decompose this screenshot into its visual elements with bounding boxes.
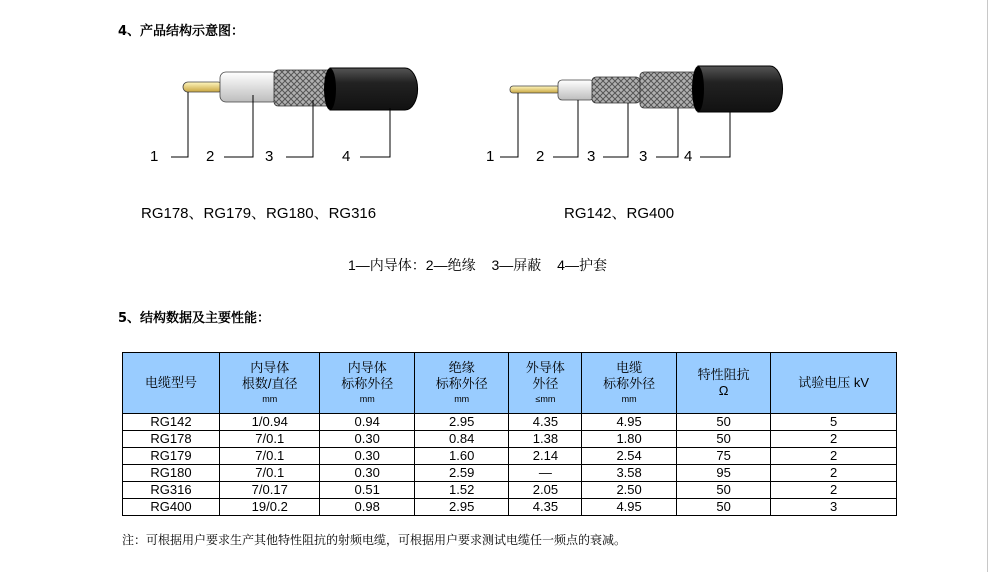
section-heading-performance: 5、结构数据及主要性能： bbox=[118, 311, 271, 326]
right-cable-drawing bbox=[500, 66, 783, 157]
table-cell: 50 bbox=[676, 482, 770, 499]
left-callout-4: 4 bbox=[342, 148, 351, 165]
header-line: 外径 bbox=[532, 376, 559, 391]
header-line: 标称外径 bbox=[341, 376, 394, 391]
table-cell: 7/0.1 bbox=[220, 465, 320, 482]
header-line: 标称外径 bbox=[435, 376, 488, 391]
left-jacket bbox=[330, 68, 418, 110]
column-header-6 bbox=[676, 353, 770, 414]
table-row bbox=[123, 431, 897, 448]
table-cell: 1/0.94 bbox=[220, 414, 320, 431]
table-cell: 2.54 bbox=[582, 448, 676, 465]
table-cell: 0.98 bbox=[320, 499, 414, 516]
left-callout-3: 3 bbox=[265, 148, 274, 165]
left-callout-2: 2 bbox=[206, 148, 215, 165]
table-row bbox=[123, 482, 897, 499]
header-unit: mm bbox=[262, 394, 278, 404]
right-callout-2: 2 bbox=[536, 148, 545, 165]
right-inner-conductor bbox=[510, 86, 560, 93]
header-line: 绝缘 bbox=[448, 360, 475, 375]
left-cable-drawing bbox=[171, 68, 418, 157]
table-cell: 0.30 bbox=[320, 431, 414, 448]
table-cell: RG179 bbox=[123, 448, 220, 465]
table-cell: 2 bbox=[771, 465, 897, 482]
table-cell: 1.52 bbox=[414, 482, 508, 499]
column-header-7 bbox=[771, 353, 897, 414]
table-cell: 2 bbox=[771, 431, 897, 448]
table-cell: 3.58 bbox=[582, 465, 676, 482]
table-cell: 1.80 bbox=[582, 431, 676, 448]
table-cell: RG178 bbox=[123, 431, 220, 448]
table-cell: 2.95 bbox=[414, 414, 508, 431]
table-cell: 50 bbox=[676, 431, 770, 448]
table-cell: 0.30 bbox=[320, 448, 414, 465]
right-insulation bbox=[558, 80, 594, 100]
legend-item-jacket: 4—护套 bbox=[557, 257, 607, 273]
table-row bbox=[123, 448, 897, 465]
table-cell: RG400 bbox=[123, 499, 220, 516]
table-cell: 4.35 bbox=[509, 499, 582, 516]
column-header-3 bbox=[414, 353, 508, 414]
table-cell: 2 bbox=[771, 482, 897, 499]
table-cell: 7/0.1 bbox=[220, 431, 320, 448]
header-unit: mm bbox=[454, 394, 470, 404]
header-unit: ≤mm bbox=[535, 394, 556, 404]
table-cell: 0.94 bbox=[320, 414, 414, 431]
table-cell: 7/0.17 bbox=[220, 482, 320, 499]
right-callout-4: 4 bbox=[684, 148, 693, 165]
table-row bbox=[123, 465, 897, 482]
table-cell: 7/0.1 bbox=[220, 448, 320, 465]
left-callout-1: 1 bbox=[150, 148, 159, 165]
table-row bbox=[123, 499, 897, 516]
table-cell: RG316 bbox=[123, 482, 220, 499]
table-cell: RG142 bbox=[123, 414, 220, 431]
table-cell: 75 bbox=[676, 448, 770, 465]
table-cell: 4.95 bbox=[582, 499, 676, 516]
spec-table bbox=[122, 352, 897, 516]
header-unit: mm bbox=[359, 394, 375, 404]
structure-legend bbox=[348, 255, 619, 275]
table-cell: RG180 bbox=[123, 465, 220, 482]
table-cell: 19/0.2 bbox=[220, 499, 320, 516]
column-header-1 bbox=[220, 353, 320, 414]
table-cell: 2.50 bbox=[582, 482, 676, 499]
left-cable-caption: RG178、RG179、RG180、RG316 bbox=[141, 205, 377, 222]
header-unit: mm bbox=[621, 394, 637, 404]
table-cell: 2.95 bbox=[414, 499, 508, 516]
header-line: 电缆型号 bbox=[144, 375, 197, 390]
column-header-4 bbox=[509, 353, 582, 414]
table-cell: 0.51 bbox=[320, 482, 414, 499]
header-line: 内导体 bbox=[250, 360, 290, 375]
table-cell: 0.84 bbox=[414, 431, 508, 448]
footnote: 注：可根据用户要求生产其他特性阻抗的射频电缆，可根据用户要求测试电缆任一频点的衰减。 bbox=[122, 533, 627, 547]
right-callout-3a: 3 bbox=[587, 148, 596, 165]
table-cell: 1.38 bbox=[509, 431, 582, 448]
right-callout-3b: 3 bbox=[639, 148, 648, 165]
table-cell: 2.14 bbox=[509, 448, 582, 465]
left-inner-conductor bbox=[183, 82, 223, 92]
table-cell: 4.35 bbox=[509, 414, 582, 431]
table-cell: — bbox=[509, 465, 582, 482]
left-insulation bbox=[220, 72, 278, 102]
header-line: 外导体 bbox=[525, 360, 565, 375]
column-header-5 bbox=[582, 353, 676, 414]
spec-table-header-row bbox=[123, 353, 897, 414]
table-cell: 5 bbox=[771, 414, 897, 431]
table-cell: 95 bbox=[676, 465, 770, 482]
right-shield-1 bbox=[592, 77, 640, 103]
header-line: 特性阻抗 bbox=[697, 367, 750, 382]
table-cell: 3 bbox=[771, 499, 897, 516]
header-line: 电缆 bbox=[616, 360, 643, 375]
table-cell: 4.95 bbox=[582, 414, 676, 431]
right-jacket bbox=[698, 66, 783, 112]
right-callout-1: 1 bbox=[486, 148, 495, 165]
header-line: 试验电压 kV bbox=[798, 375, 870, 390]
header-line: 标称外径 bbox=[603, 376, 656, 391]
table-cell: 50 bbox=[676, 414, 770, 431]
table-cell: 0.30 bbox=[320, 465, 414, 482]
table-cell: 2 bbox=[771, 448, 897, 465]
column-header-2 bbox=[320, 353, 414, 414]
header-line: Ω bbox=[718, 383, 729, 398]
section-heading-structure: 4、产品结构示意图： bbox=[118, 24, 245, 39]
table-row bbox=[123, 414, 897, 431]
column-header-0 bbox=[123, 353, 220, 414]
legend-item-conductor-insulation: 1—内导体：2—绝缘 bbox=[348, 257, 476, 273]
table-cell: 1.60 bbox=[414, 448, 508, 465]
header-line: 根数/直径 bbox=[241, 376, 298, 391]
table-cell: 2.05 bbox=[509, 482, 582, 499]
table-cell: 50 bbox=[676, 499, 770, 516]
right-cable-caption: RG142、RG400 bbox=[564, 205, 675, 222]
legend-item-shield: 3—屏蔽 bbox=[491, 257, 542, 273]
header-line: 内导体 bbox=[347, 360, 387, 375]
table-cell: 2.59 bbox=[414, 465, 508, 482]
